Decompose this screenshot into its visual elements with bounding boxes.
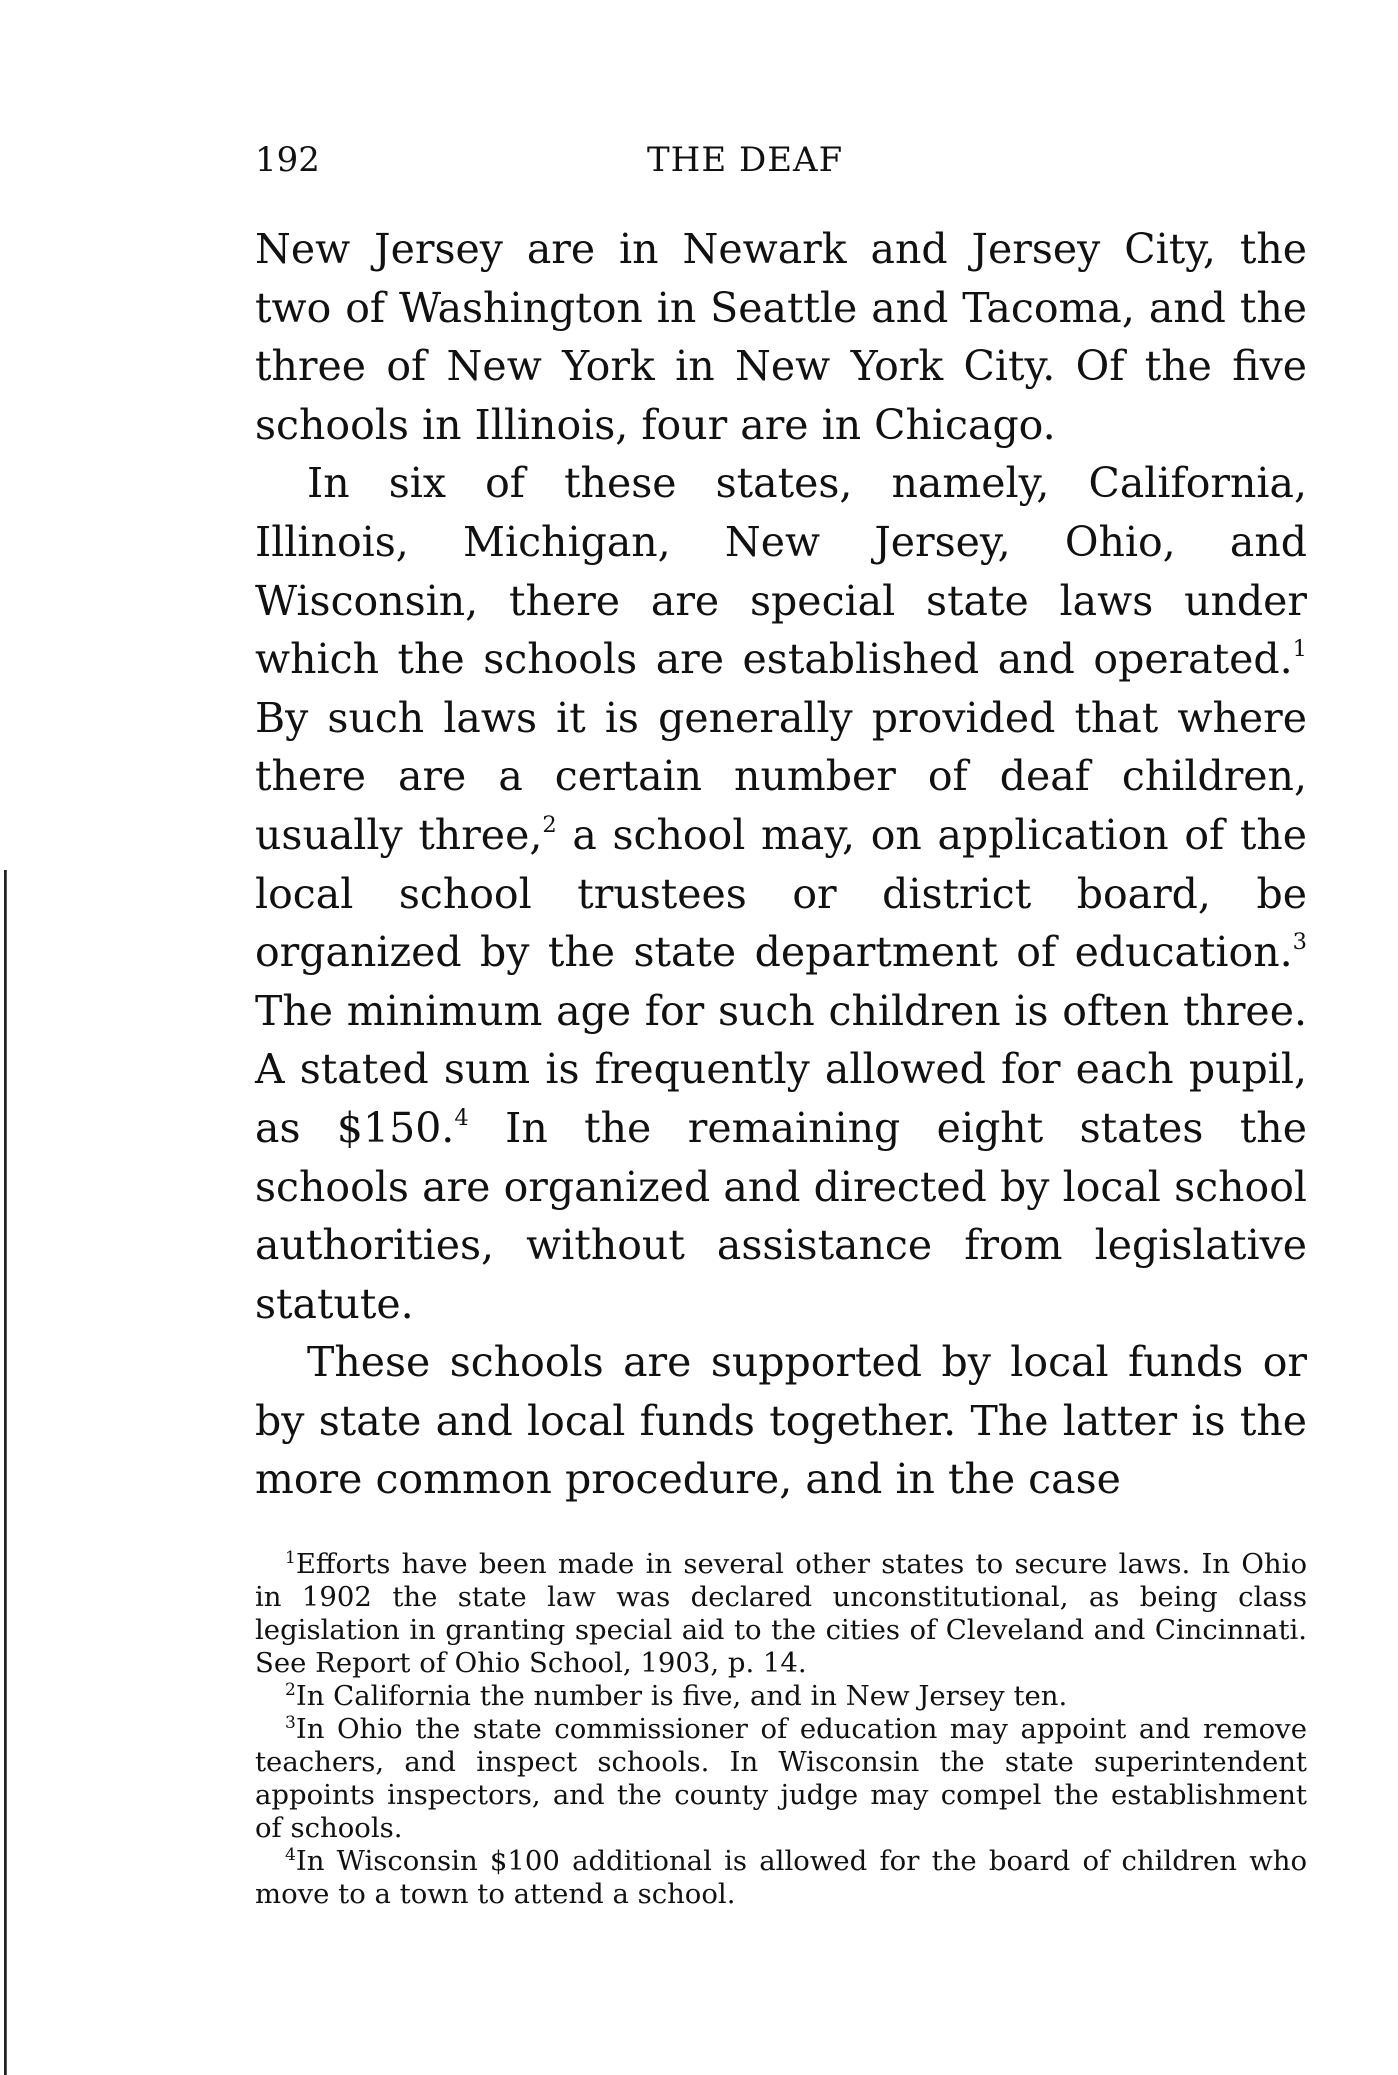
paragraph-text: By such laws it is generally provided that where there are a certain number of deaf children, usually three, xyxy=(255,693,1307,859)
footnote xyxy=(255,1845,1307,1911)
footnote-text: Efforts have been made in several other states to secure laws. In Ohio in 1902 the state law was declared unconstitutional, as being class legislation in granting special aid to the cities of Cleveland and Cincinnati. See Report of Ohio School, 1903, p. 14. xyxy=(255,1548,1307,1679)
body-paragraph xyxy=(255,220,1307,454)
scan-edge-line xyxy=(4,870,7,2075)
footnote-reference: 4 xyxy=(454,1105,469,1131)
page-number: 192 xyxy=(255,140,320,180)
footnote-marker: 4 xyxy=(285,1844,296,1865)
footnote-reference: 2 xyxy=(542,812,557,839)
footnote xyxy=(255,1548,1307,1680)
footnote-reference: 3 xyxy=(1292,929,1307,956)
paragraph-text: a school may, on application of the local school trustees or district board, be organized by the state department of education. xyxy=(255,810,1307,977)
footnote-text: In California the number is five, and in New Jersey ten. xyxy=(295,1680,1068,1712)
footnote-text: In Ohio the state commissioner of education may appoint and remove teachers, and inspect schools. In Wisconsin the state superintendent appoints inspectors, and the county judge may compel the establishment of schools. xyxy=(255,1713,1307,1844)
paragraph-text: These schools are supported by local funds or by state and local funds together. The latter is the more common procedure, and in the case xyxy=(255,1338,1307,1504)
paragraph-text: In six of these states, namely, California, Illinois, Michigan, New Jersey, Ohio, and Wisconsin, there are special state laws under which the schools are established and operated. xyxy=(255,459,1307,684)
footnote xyxy=(255,1713,1307,1845)
paragraph-text: In the remaining eight states the schools are organized and directed by local school authorities, without assistance from legislative statute. xyxy=(255,1103,1307,1328)
body-paragraph xyxy=(255,1333,1307,1509)
footnote-text: In Wisconsin $100 additional is allowed for the board of children who move to a town to attend a school. xyxy=(255,1845,1307,1910)
paragraph-text: New Jersey are in Newark and Jersey City, the two of Washington in Seattle and Tacoma, and the three of New York in New York City. Of the five schools in Illinois, four are in Chicago. xyxy=(255,225,1307,449)
body-paragraph xyxy=(255,454,1307,1333)
footnotes xyxy=(255,1548,1307,1911)
footnote-marker: 1 xyxy=(285,1547,296,1568)
footnote-marker: 3 xyxy=(285,1712,296,1733)
body-text xyxy=(255,220,1307,1509)
footnote-marker: 2 xyxy=(285,1679,296,1700)
footnote-reference: 1 xyxy=(1292,636,1307,663)
footnote xyxy=(255,1680,1307,1713)
running-title: THE DEAF xyxy=(647,140,844,180)
paragraph-text: The minimum age for such children is often three. A stated sum is frequently allowed for each pupil, as $150. xyxy=(255,986,1307,1152)
running-head xyxy=(255,138,1307,182)
